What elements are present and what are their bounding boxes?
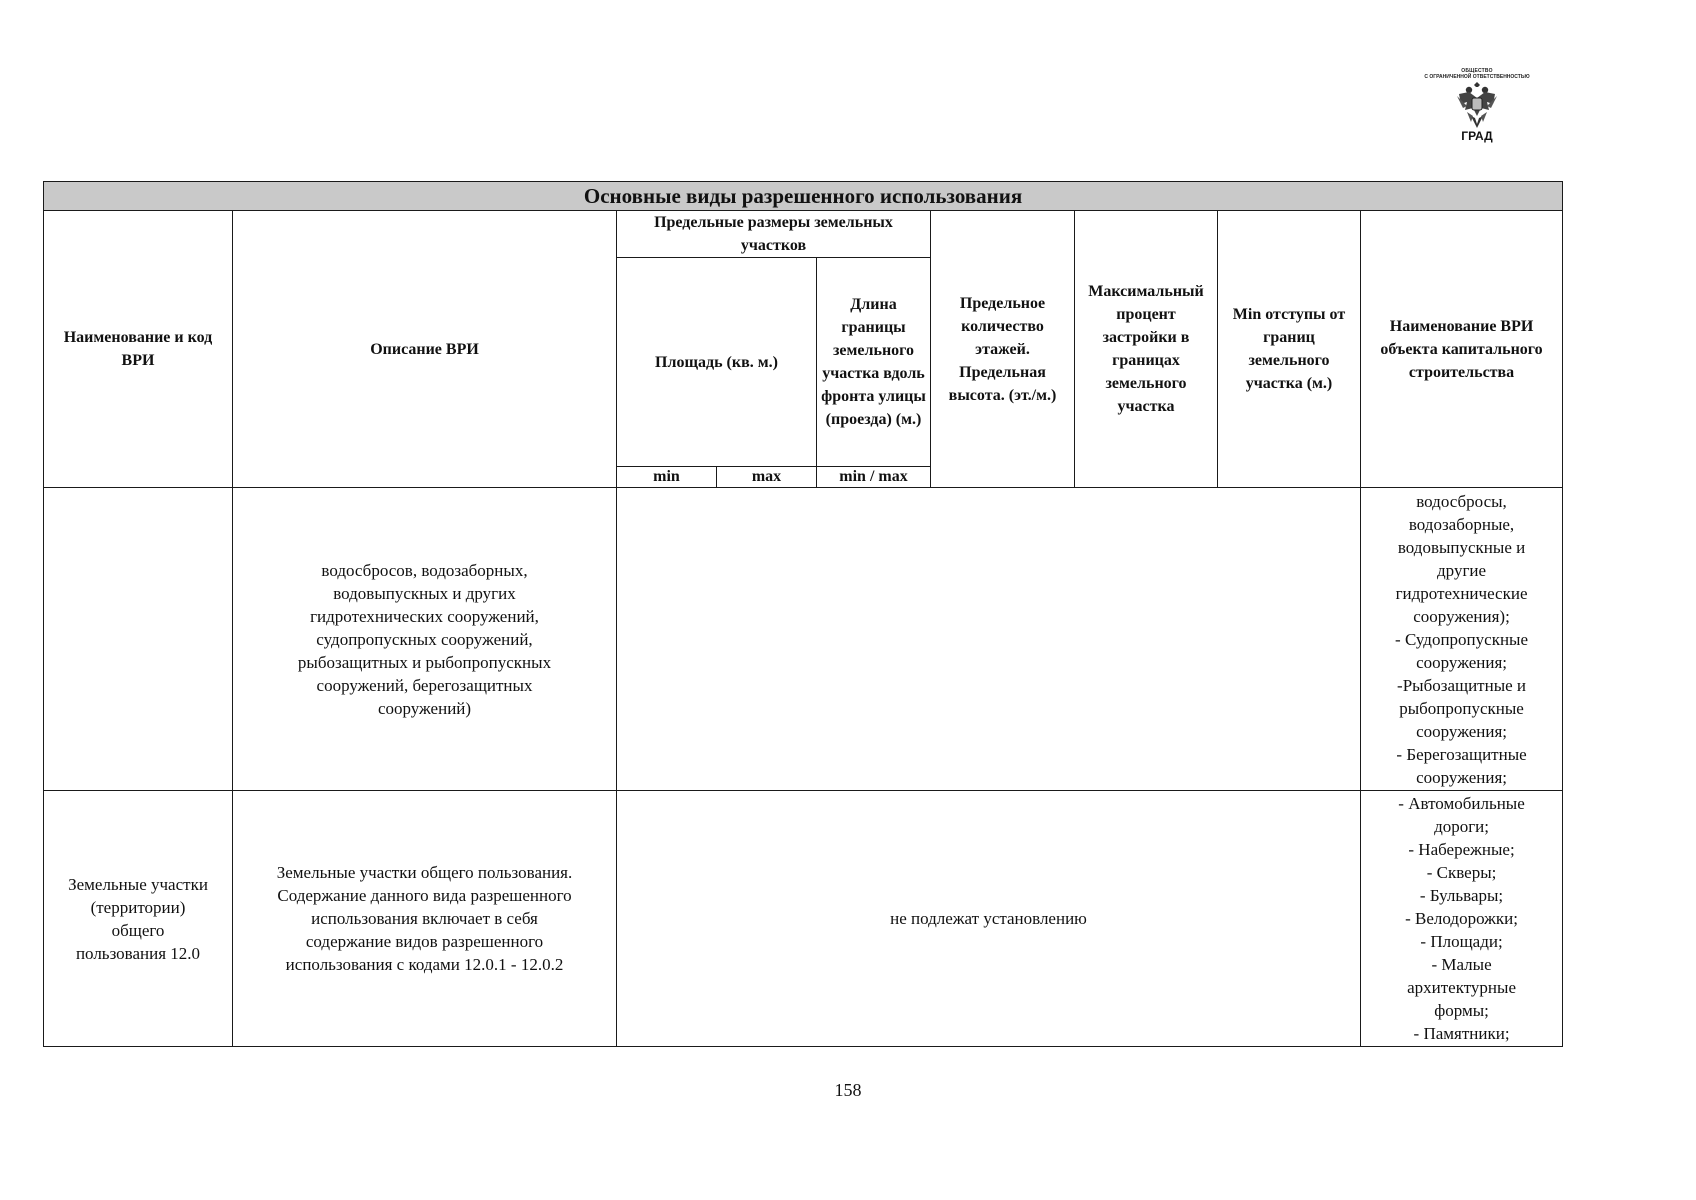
row1-limits	[617, 488, 1361, 791]
header-area-max: max	[717, 467, 817, 488]
header-description: Описание ВРИ	[233, 211, 617, 488]
row2-description: Земельные участки общего пользования. Содержание данного вида разрешенного использования включает в себя содержание видов разрешенного использования с кодами 12.0.1 - 12.0.2	[233, 791, 617, 1047]
header-object-name: Наименование ВРИ объекта капитального строительства	[1361, 211, 1563, 488]
permitted-use-table	[43, 181, 1563, 1047]
header-area: Площадь (кв. м.)	[617, 258, 817, 467]
header-frontage: Длина границы земельного участка вдоль фронта улицы (проезда) (м.)	[817, 258, 931, 467]
logo-line1: ОБЩЕСТВО	[1461, 68, 1493, 74]
row2-name-code: Земельные участки (территории) общего пользования 12.0	[44, 791, 233, 1047]
header-frontage-min-max: min / max	[817, 467, 931, 488]
logo-company-name: ГРАД	[1461, 129, 1493, 143]
row2-objects: - Автомобильные дороги; - Набережные; - Скверы; - Бульвары; - Велодорожки; - Площади; - Малые архитектурные формы; - Памятники;	[1361, 791, 1563, 1047]
header-limits-group: Предельные размеры земельных участков	[617, 211, 931, 258]
double-headed-eagle-emblem-icon	[1455, 82, 1499, 130]
row2-limits: не подлежат установлению	[617, 791, 1361, 1047]
row1-name-code	[44, 488, 233, 791]
table-title: Основные виды разрешенного использования	[44, 182, 1563, 211]
header-coverage: Максимальный процент застройки в границах земельного участка	[1075, 211, 1218, 488]
header-area-min: min	[617, 467, 717, 488]
header-floors: Предельное количество этажей. Предельная высота. (эт./м.)	[931, 211, 1075, 488]
table-row	[44, 791, 1563, 1047]
header-name-code: Наименование и код ВРИ	[44, 211, 233, 488]
page-number: 158	[834, 1080, 862, 1100]
row1-description: водосбросов, водозаборных, водовыпускных и других гидротехнических сооружений, судопропускных сооружений, рыбозащитных и рыбопропускных сооружений, берегозащитных сооружений)	[233, 488, 617, 791]
company-logo	[1392, 68, 1562, 158]
row1-objects: водосбросы, водозаборные, водовыпускные и другие гидротехнические сооружения); - Судопропускные сооружения; -Рыбозащитные и рыбопропускные сооружения; - Берегозащитные сооружения;	[1361, 488, 1563, 791]
logo-line2: С ОГРАНИЧЕННОЙ ОТВЕТСТВЕННОСТЬЮ	[1424, 74, 1530, 80]
table-row	[44, 488, 1563, 791]
header-setbacks: Min отступы от границ земельного участка (м.)	[1218, 211, 1361, 488]
